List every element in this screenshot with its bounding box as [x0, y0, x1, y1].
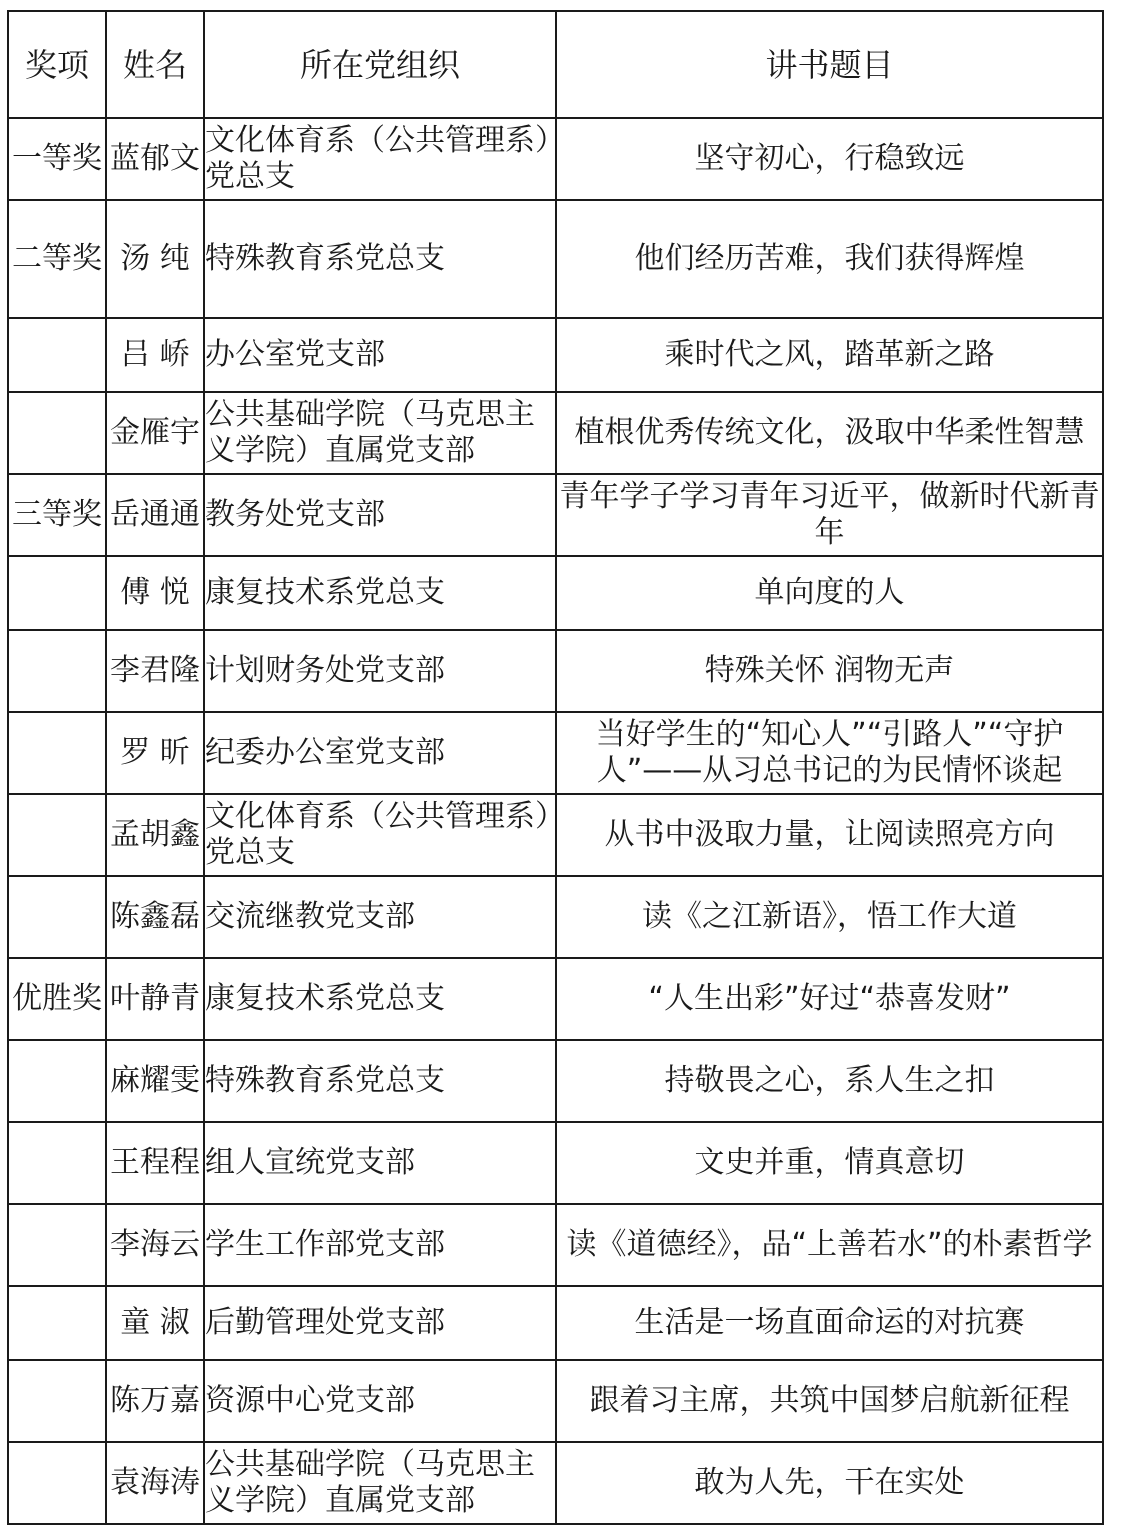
- table-row: [8, 1286, 1103, 1360]
- table-row: [8, 474, 1103, 556]
- award-cell: [8, 1360, 106, 1442]
- topic-cell: 当好学生的“知心人”“引路人”“守护人”——从习总书记的为民情怀谈起: [556, 712, 1103, 794]
- header-award: 奖项: [8, 11, 106, 118]
- topic-cell: “人生出彩”好过“恭喜发财”: [556, 958, 1103, 1040]
- org-cell: 特殊教育系党总支: [204, 200, 556, 318]
- org-cell: 计划财务处党支部: [204, 630, 556, 712]
- name-cell: 陈万嘉: [106, 1360, 204, 1442]
- org-cell: 特殊教育系党总支: [204, 1040, 556, 1122]
- name-cell: 李君隆: [106, 630, 204, 712]
- name-cell: 袁海涛: [106, 1442, 204, 1524]
- header-topic: 讲书题目: [556, 11, 1103, 118]
- org-cell: 交流继教党支部: [204, 876, 556, 958]
- name-cell: 童 淑: [106, 1286, 204, 1360]
- table-row: [8, 712, 1103, 794]
- topic-cell: 读《道德经》，品“上善若水”的朴素哲学: [556, 1204, 1103, 1286]
- award-cell: 二等奖: [8, 200, 106, 318]
- name-cell: 吕 峤: [106, 318, 204, 392]
- name-cell: 陈鑫磊: [106, 876, 204, 958]
- table-row: [8, 318, 1103, 392]
- topic-cell: 读《之江新语》，悟工作大道: [556, 876, 1103, 958]
- table-row: [8, 1122, 1103, 1204]
- org-cell: 康复技术系党总支: [204, 556, 556, 630]
- header-org: 所在党组织: [204, 11, 556, 118]
- name-cell: 汤 纯: [106, 200, 204, 318]
- header-row: [8, 11, 1103, 118]
- table-row: [8, 392, 1103, 474]
- topic-cell: 跟着习主席，共筑中国梦启航新征程: [556, 1360, 1103, 1442]
- table-row: [8, 630, 1103, 712]
- name-cell: 叶静青: [106, 958, 204, 1040]
- topic-cell: 青年学子学习青年习近平，做新时代新青年: [556, 474, 1103, 556]
- org-cell: 组人宣统党支部: [204, 1122, 556, 1204]
- award-cell: [8, 630, 106, 712]
- name-cell: 傅 悦: [106, 556, 204, 630]
- award-cell: [8, 392, 106, 474]
- table-row: [8, 794, 1103, 876]
- table-row: [8, 876, 1103, 958]
- topic-cell: 从书中汲取力量，让阅读照亮方向: [556, 794, 1103, 876]
- org-cell: 后勤管理处党支部: [204, 1286, 556, 1360]
- table-row: [8, 200, 1103, 318]
- topic-cell: 乘时代之风，踏革新之路: [556, 318, 1103, 392]
- name-cell: 岳通通: [106, 474, 204, 556]
- name-cell: 王程程: [106, 1122, 204, 1204]
- table-row: [8, 556, 1103, 630]
- topic-cell: 单向度的人: [556, 556, 1103, 630]
- org-cell: 教务处党支部: [204, 474, 556, 556]
- table-row: [8, 1040, 1103, 1122]
- award-cell: [8, 1040, 106, 1122]
- topic-cell: 植根优秀传统文化，汲取中华柔性智慧: [556, 392, 1103, 474]
- topic-cell: 坚守初心，行稳致远: [556, 118, 1103, 200]
- topic-cell: 特殊关怀 润物无声: [556, 630, 1103, 712]
- org-cell: 文化体育系（公共管理系）党总支: [204, 794, 556, 876]
- topic-cell: 生活是一场直面命运的对抗赛: [556, 1286, 1103, 1360]
- org-cell: 文化体育系（公共管理系）党总支: [204, 118, 556, 200]
- org-cell: 资源中心党支部: [204, 1360, 556, 1442]
- award-cell: [8, 712, 106, 794]
- award-cell: 一等奖: [8, 118, 106, 200]
- org-cell: 公共基础学院（马克思主义学院）直属党支部: [204, 392, 556, 474]
- awards-table: [7, 10, 1104, 1525]
- table-body: [8, 118, 1103, 1524]
- table-row: [8, 1360, 1103, 1442]
- name-cell: 罗 昕: [106, 712, 204, 794]
- award-cell: [8, 876, 106, 958]
- topic-cell: 他们经历苦难，我们获得辉煌: [556, 200, 1103, 318]
- award-cell: [8, 1286, 106, 1360]
- org-cell: 办公室党支部: [204, 318, 556, 392]
- org-cell: 公共基础学院（马克思主义学院）直属党支部: [204, 1442, 556, 1524]
- table-row: [8, 1204, 1103, 1286]
- award-cell: 优胜奖: [8, 958, 106, 1040]
- topic-cell: 持敬畏之心，系人生之扣: [556, 1040, 1103, 1122]
- table-row: [8, 1442, 1103, 1524]
- table-row: [8, 958, 1103, 1040]
- topic-cell: 文史并重，情真意切: [556, 1122, 1103, 1204]
- table-row: [8, 118, 1103, 200]
- name-cell: 李海云: [106, 1204, 204, 1286]
- award-cell: [8, 1442, 106, 1524]
- org-cell: 纪委办公室党支部: [204, 712, 556, 794]
- name-cell: 麻耀雯: [106, 1040, 204, 1122]
- award-cell: [8, 1204, 106, 1286]
- name-cell: 孟胡鑫: [106, 794, 204, 876]
- org-cell: 学生工作部党支部: [204, 1204, 556, 1286]
- header-name: 姓名: [106, 11, 204, 118]
- name-cell: 蓝郁文: [106, 118, 204, 200]
- org-cell: 康复技术系党总支: [204, 958, 556, 1040]
- name-cell: 金雁宇: [106, 392, 204, 474]
- award-cell: [8, 556, 106, 630]
- award-cell: [8, 1122, 106, 1204]
- award-cell: [8, 794, 106, 876]
- award-cell: 三等奖: [8, 474, 106, 556]
- topic-cell: 敢为人先，干在实处: [556, 1442, 1103, 1524]
- award-cell: [8, 318, 106, 392]
